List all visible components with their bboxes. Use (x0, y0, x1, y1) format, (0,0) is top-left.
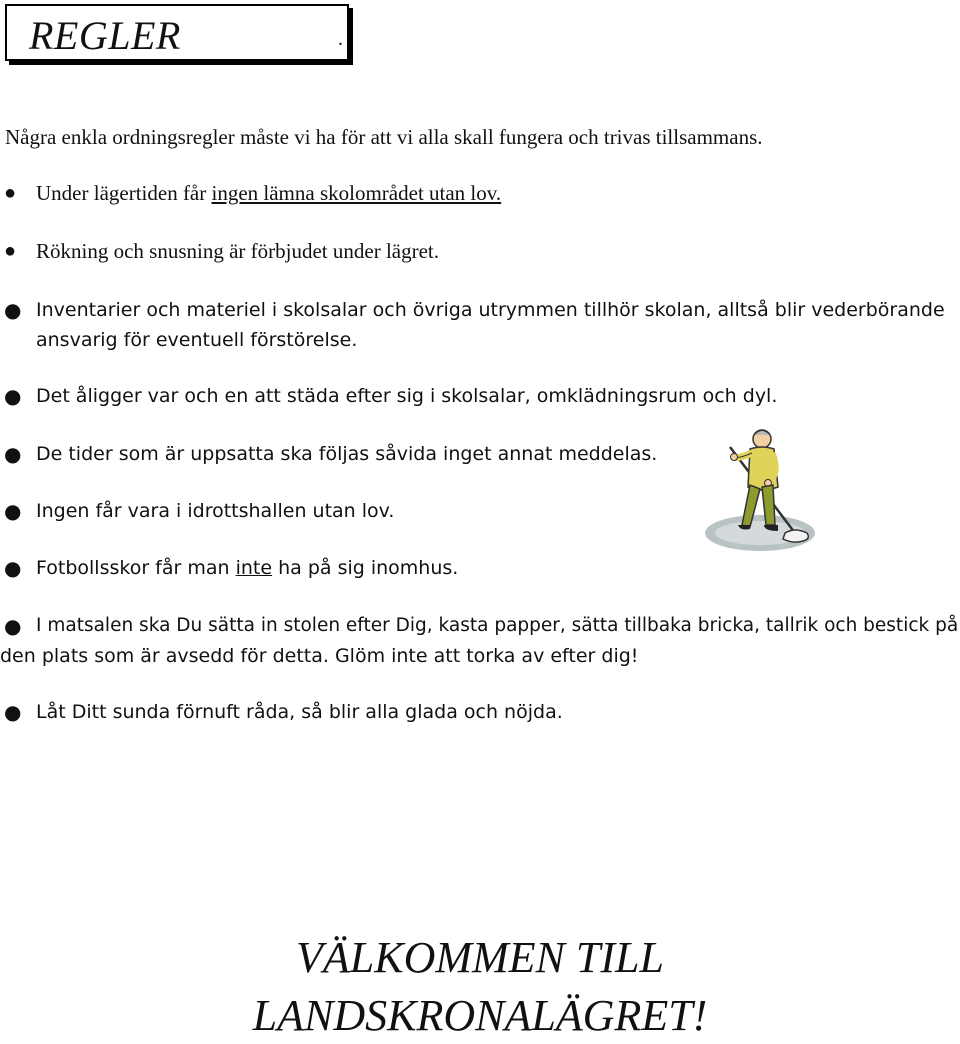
janitor-mopping-icon (700, 425, 820, 555)
rule-item (0, 611, 960, 671)
rule-text: Ingen får vara i idrottshallen utan lov. (36, 500, 395, 522)
rule-text-line1: Inventarier och materiel i skolsalar och övriga utrymmen tillhör skolan, alltså blir vederbörande (36, 299, 945, 321)
underlined-text: ingen lämna skolområdet utan lov. (211, 181, 502, 205)
welcome-line-1: VÄLKOMMEN TILL (296, 933, 664, 982)
rule-text: Under lägertiden får ingen lämna skolområdet utan lov. (36, 181, 502, 205)
bullet-dot-icon: ● (4, 182, 17, 204)
rule-item (0, 178, 960, 208)
bullet-dot-icon: ● (4, 298, 22, 322)
rule-text: Det åligger var och en att städa efter sig i skolsalar, omklädningsrum och dyl. (36, 385, 778, 407)
title-box (5, 4, 349, 61)
intro-text: Några enkla ordningsregler måste vi ha för att vi alla skall fungera och trivas tillsammans. (5, 125, 763, 149)
rule-text-line1: I matsalen ska Du sätta in stolen efter Dig, kasta papper, sätta tillbaka bricka, tallrik och bestick på (36, 615, 959, 636)
bullet-dot-icon: ● (4, 556, 22, 580)
rule-text: De tider som är uppsatta ska följas såvida inget annat meddelas. (36, 443, 658, 465)
bullet-dot-icon: ● (4, 700, 22, 724)
rule-text-line2: den plats som är avsedd för detta. Glöm inte att torka av efter dig! (0, 645, 639, 667)
rule-item (0, 295, 960, 355)
welcome-line-2: LANDSKRONALÄGRET! (252, 991, 708, 1040)
bullet-dot-icon: ● (4, 442, 22, 466)
rule-item (0, 553, 960, 583)
rule-text: Låt Ditt sunda förnuft råda, så blir alla glada och nöjda. (36, 701, 563, 723)
underlined-text: inte (235, 557, 273, 579)
rule-text-line2: ansvarig för eventuell förstörelse. (36, 329, 358, 351)
rule-text: Rökning och snusning är förbjudet under lägret. (36, 239, 439, 263)
bullet-dot-icon: ● (4, 384, 22, 408)
bullet-dot-icon: ● (4, 614, 22, 638)
title-dot: . (338, 28, 343, 50)
rule-item (0, 697, 960, 727)
rule-item (0, 236, 960, 266)
bullet-dot-icon: ● (4, 499, 22, 523)
rule-item (0, 381, 960, 411)
rule-text: Fotbollsskor får man inte ha på sig inomhus. (36, 557, 459, 579)
bullet-dot-icon: ● (4, 240, 17, 262)
page-title: REGLER (29, 13, 181, 58)
